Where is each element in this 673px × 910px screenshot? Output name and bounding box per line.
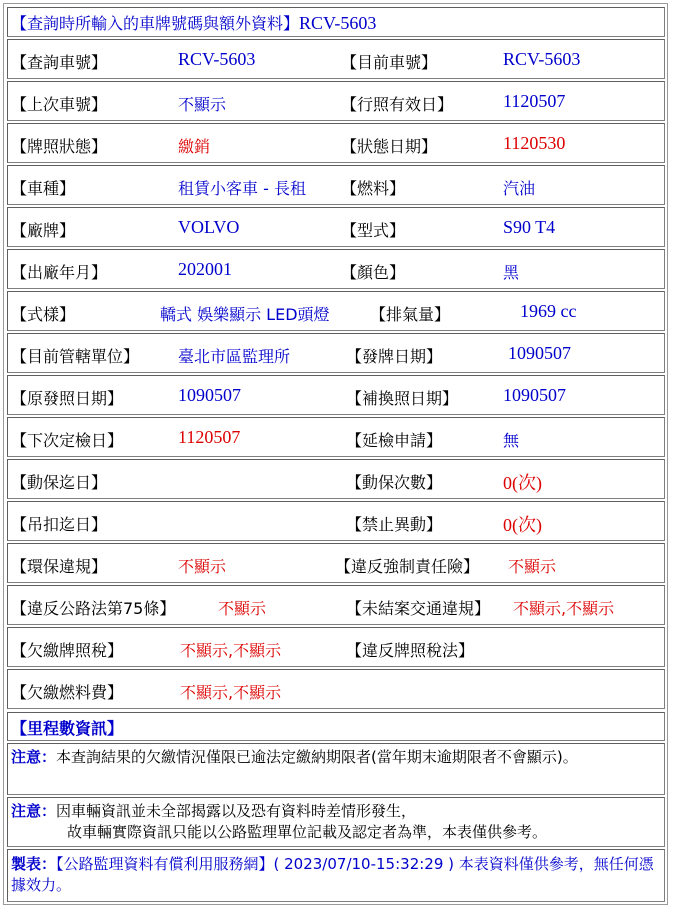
note2-box <box>7 797 665 847</box>
field-value: 1120507 <box>178 427 241 447</box>
field-label: 【式樣】 <box>11 305 76 324</box>
field-value: 1090507 <box>503 385 566 405</box>
field-value: RCV-5603 <box>178 49 256 69</box>
field-label: 【原發照日期】 <box>11 389 124 408</box>
info-row <box>7 207 665 247</box>
field-label: 【欠繳牌照稅】 <box>11 641 124 660</box>
field-value: RCV-5603 <box>503 49 581 69</box>
field-value: 租賃小客車 - 長租 <box>178 179 306 198</box>
field-value: 1120507 <box>503 91 566 111</box>
field-value: 不顯示,不顯示 <box>180 641 282 660</box>
info-row <box>7 81 665 121</box>
info-row <box>7 291 665 331</box>
field-value: 0(次) <box>503 473 542 493</box>
field-label: 【動保迄日】 <box>11 473 108 492</box>
field-label: 【燃料】 <box>341 179 406 198</box>
field-value: 0(次) <box>503 515 542 535</box>
field-label: 【狀態日期】 <box>341 137 438 156</box>
info-row <box>7 627 665 667</box>
field-value: 不顯示 <box>508 557 557 576</box>
field-label: 【廠牌】 <box>11 221 76 240</box>
note1: 注意：本查詢結果的欠繳情況僅限已逾法定繳納期限者(當年期末逾期限者不會顯示)。 <box>11 748 578 766</box>
field-value: 不顯示,不顯示 <box>180 683 282 702</box>
field-value: 黑 <box>503 263 520 282</box>
field-label: 【延檢申請】 <box>346 431 443 450</box>
field-label: 【未結案交通違規】 <box>346 599 491 618</box>
field-label: 【違反強制責任險】 <box>335 557 480 576</box>
field-label: 【出廠年月】 <box>11 263 108 282</box>
footer-note: 製表：【公路監理資料有償利用服務網】( 2023/07/10-15:32:29 ) 本表資料僅供參考，無任何憑據效力。 <box>11 855 654 894</box>
field-label: 【牌照狀態】 <box>11 137 108 156</box>
field-value: S90 T4 <box>503 217 556 237</box>
field-label: 【目前車號】 <box>341 53 438 72</box>
info-row <box>7 585 665 625</box>
field-label: 【違反公路法第75條】 <box>11 599 176 618</box>
info-row <box>7 39 665 79</box>
field-value: 1090507 <box>508 343 571 363</box>
field-value: 無 <box>503 431 520 450</box>
field-label: 【違反牌照稅法】 <box>346 641 475 660</box>
mileage-row <box>7 712 665 741</box>
note1-box <box>7 743 665 795</box>
field-label: 【車種】 <box>11 179 76 198</box>
info-row <box>7 333 665 373</box>
field-value: 汽油 <box>503 179 536 198</box>
field-value: 1090507 <box>178 385 241 405</box>
field-value: 繳銷 <box>178 137 211 156</box>
field-value: 不顯示 <box>218 599 267 618</box>
info-row <box>7 165 665 205</box>
field-label: 【行照有效日】 <box>341 95 454 114</box>
field-value: 1969 cc <box>520 301 577 321</box>
field-value: 202001 <box>178 259 232 279</box>
field-label: 【型式】 <box>341 221 406 240</box>
field-value: 1120530 <box>503 133 566 153</box>
field-label: 【欠繳燃料費】 <box>11 683 124 702</box>
info-row <box>7 375 665 415</box>
field-label: 【發牌日期】 <box>346 347 443 366</box>
field-label: 【上次車號】 <box>11 95 108 114</box>
field-label: 【顏色】 <box>341 263 406 282</box>
info-row <box>7 669 665 709</box>
field-label: 【查詢車號】 <box>11 53 108 72</box>
field-label: 【補換照日期】 <box>346 389 459 408</box>
field-label: 【排氣量】 <box>370 305 451 324</box>
info-row <box>7 417 665 457</box>
field-value: 轎式 娛樂顯示 LED頭燈 <box>160 305 330 324</box>
field-label: 【下次定檢日】 <box>11 431 124 450</box>
field-value: 不顯示,不顯示 <box>513 599 615 618</box>
info-row <box>7 459 665 499</box>
footer-box <box>7 849 665 902</box>
report-title-row <box>7 7 665 37</box>
info-row <box>7 123 665 163</box>
field-label: 【吊扣迄日】 <box>11 515 108 534</box>
field-value: 不顯示 <box>178 557 227 576</box>
field-value: 不顯示 <box>178 95 227 114</box>
field-value: 臺北市區監理所 <box>178 347 291 366</box>
field-label: 【動保次數】 <box>346 473 443 492</box>
field-label: 【目前管轄單位】 <box>11 347 140 366</box>
info-row <box>7 501 665 541</box>
info-row <box>7 543 665 583</box>
field-value: VOLVO <box>178 217 240 237</box>
field-label: 【禁止異動】 <box>346 515 443 534</box>
report-title: 【查詢時所輸入的車牌號碼與額外資料】RCV-5603 <box>11 13 377 33</box>
info-row <box>7 249 665 289</box>
field-label: 【環保違規】 <box>11 557 108 576</box>
note2: 注意：因車輛資訊並未全部揭露以及恐有資料時差情形發生， 故車輛實際資訊只能以公路監理單位記載及認定者為準，本表僅供參考。 <box>11 802 548 841</box>
mileage-title: 【里程數資訊】 <box>11 719 124 738</box>
